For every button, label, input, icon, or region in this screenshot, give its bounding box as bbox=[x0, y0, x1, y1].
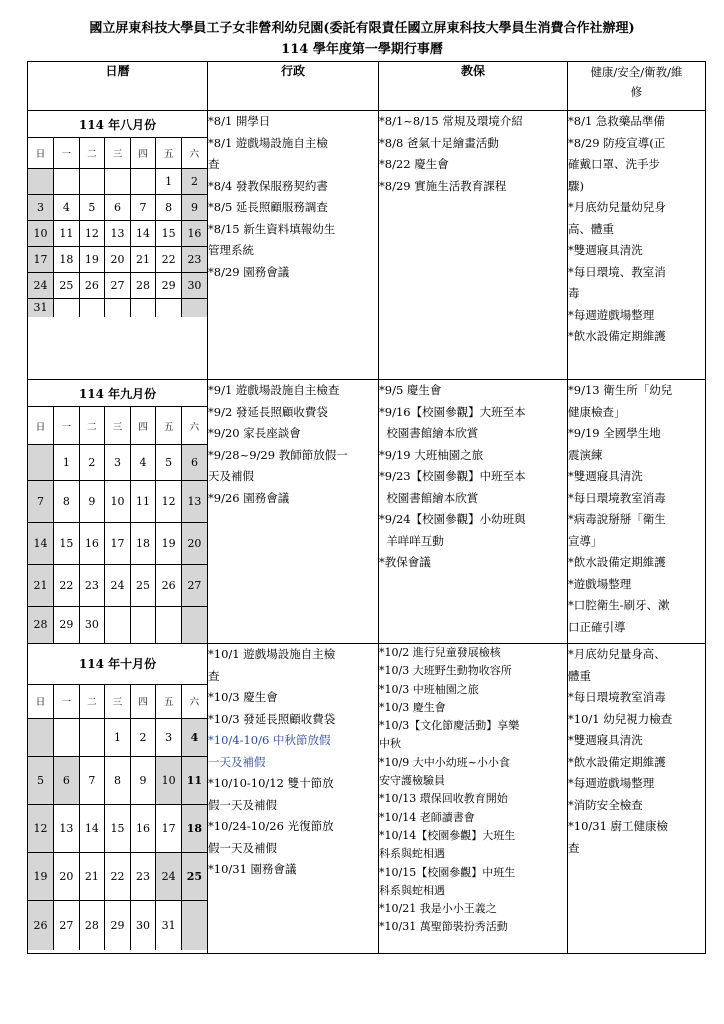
week-row bbox=[28, 247, 207, 273]
event-line: *月底幼兒量幼兒身 bbox=[568, 200, 666, 214]
day-cell: 11 bbox=[181, 756, 207, 804]
day-cell: 27 bbox=[54, 900, 80, 950]
day-cell: 30 bbox=[79, 607, 105, 643]
event-line: *飲水設備定期維護 bbox=[568, 754, 666, 769]
event-line: *9/16【校園參觀】大班至本 bbox=[379, 404, 526, 419]
calendar-cell-october bbox=[28, 644, 208, 954]
day-cell: 18 bbox=[181, 804, 207, 852]
event-line: *飲水設備定期維護 bbox=[568, 329, 666, 343]
day-cell bbox=[54, 718, 80, 756]
day-cell: 24 bbox=[105, 565, 131, 607]
event-line: *8/5 延長照顧服務調查 bbox=[208, 200, 328, 214]
event-line: *10/15【校園參觀】中班生 bbox=[379, 865, 516, 879]
event-line: *9/5 慶生會 bbox=[379, 383, 442, 397]
week-row bbox=[28, 523, 207, 565]
calendar-cell-september bbox=[28, 380, 208, 644]
weekday-header: 一 bbox=[54, 407, 80, 445]
day-cell: 13 bbox=[54, 804, 80, 852]
day-cell: 15 bbox=[54, 523, 80, 565]
day-cell: 17 bbox=[105, 523, 131, 565]
weekday-header: 六 bbox=[181, 138, 207, 169]
weekday-header: 一 bbox=[54, 684, 80, 718]
day-cell: 11 bbox=[54, 221, 80, 247]
day-cell: 4 bbox=[130, 445, 156, 481]
day-cell: 6 bbox=[54, 756, 80, 804]
event-line: *9/23【校園參觀】中班至本 bbox=[379, 469, 526, 483]
day-cell: 3 bbox=[105, 445, 131, 481]
day-cell: 5 bbox=[28, 756, 54, 804]
week-row bbox=[28, 273, 207, 299]
day-cell: 5 bbox=[79, 195, 105, 221]
event-line: *10/31 廚工健康檢 bbox=[568, 819, 669, 833]
day-cell: 15 bbox=[156, 221, 182, 247]
event-line: *9/24【校園參觀】小幼班與 bbox=[379, 512, 526, 526]
event-line: *10/31 萬聖節裝扮秀活動 bbox=[379, 920, 508, 934]
day-cell: 2 bbox=[181, 169, 207, 195]
edu-cell-september bbox=[379, 380, 568, 644]
event-line: *9/19 大班柚園之旅 bbox=[379, 447, 484, 462]
weekday-header: 三 bbox=[105, 407, 131, 445]
month-row-october bbox=[28, 644, 706, 954]
event-line: *8/29 實施生活教育課程 bbox=[379, 178, 507, 193]
event-line: *8/1 遊戲場設施自主檢 bbox=[208, 135, 328, 150]
event-line: *雙週寢具清洗 bbox=[568, 733, 643, 747]
day-cell: 8 bbox=[156, 195, 182, 221]
day-cell: 19 bbox=[156, 523, 182, 565]
day-cell: 12 bbox=[156, 481, 182, 523]
event-line: *9/20 家長座談會 bbox=[208, 426, 301, 440]
day-cell: 25 bbox=[54, 273, 80, 299]
day-cell: 18 bbox=[54, 247, 80, 273]
day-cell: 16 bbox=[130, 804, 156, 852]
day-cell: 23 bbox=[130, 852, 156, 900]
weekday-header: 六 bbox=[181, 684, 207, 718]
event-line: 體重 bbox=[568, 668, 591, 683]
event-line: *口腔衛生-刷牙、漱 bbox=[568, 598, 670, 612]
day-cell: 30 bbox=[181, 273, 207, 299]
edu-cell-october bbox=[379, 644, 568, 954]
event-line: *10/4-10/6 中秋節放假 bbox=[208, 733, 331, 747]
weekday-header: 二 bbox=[79, 138, 105, 169]
day-cell bbox=[79, 169, 105, 195]
month-calendar-october bbox=[28, 644, 207, 950]
document-subtitle: 114 學年度第一學期行事曆 bbox=[281, 42, 443, 57]
health-cell-august bbox=[568, 111, 706, 380]
weekday-header: 二 bbox=[79, 407, 105, 445]
event-line: *8/22 慶生會 bbox=[379, 157, 449, 171]
event-line: *8/29 防疫宣導(正 bbox=[568, 135, 666, 150]
day-cell: 9 bbox=[181, 195, 207, 221]
day-cell: 9 bbox=[79, 481, 105, 523]
day-cell: 6 bbox=[181, 445, 207, 481]
day-cell: 29 bbox=[156, 273, 182, 299]
weekday-header: 一 bbox=[54, 138, 80, 169]
day-cell: 25 bbox=[130, 565, 156, 607]
day-cell: 30 bbox=[130, 900, 156, 950]
event-line: *9/19 全國學生地 bbox=[568, 426, 661, 440]
day-cell: 10 bbox=[156, 756, 182, 804]
weekday-header: 五 bbox=[156, 684, 182, 718]
event-line: *雙週寢具清洗 bbox=[568, 469, 643, 483]
event-line: *10/14【校園參觀】大班生 bbox=[379, 828, 516, 842]
event-line: *9/26 園務會議 bbox=[208, 490, 290, 505]
event-line: 科系與蛇相遇 bbox=[379, 847, 445, 861]
event-line: *9/1 遊戲場設施自主檢查 bbox=[208, 383, 340, 397]
event-line: *9/28~9/29 教師節放假一 bbox=[208, 447, 348, 462]
event-line: *8/1~8/15 常規及環境介紹 bbox=[379, 114, 523, 128]
day-cell bbox=[79, 299, 105, 317]
event-line: 查 bbox=[208, 668, 220, 683]
header-calendar: 日曆 bbox=[28, 62, 208, 111]
day-cell: 23 bbox=[79, 565, 105, 607]
event-line: 毒 bbox=[568, 286, 580, 300]
event-line: *9/13 衛生所「幼兒 bbox=[568, 383, 673, 397]
month-calendar-september bbox=[28, 380, 207, 643]
day-cell: 8 bbox=[105, 756, 131, 804]
event-line: 校園書館繪本欣賞 bbox=[379, 426, 479, 440]
day-cell: 21 bbox=[28, 565, 54, 607]
event-line: *10/21 我是小小王義之 bbox=[379, 902, 497, 916]
week-row bbox=[28, 299, 207, 317]
day-cell bbox=[79, 718, 105, 756]
event-line: *8/15 新生資料填報幼生 bbox=[208, 221, 336, 236]
header-row bbox=[28, 62, 706, 111]
day-cell: 22 bbox=[156, 247, 182, 273]
document-title: 國立屏東科技大學員工子女非營利幼兒園(委託有限責任國立屏東科技大學員生消費合作社辦理) bbox=[89, 21, 635, 36]
week-row bbox=[28, 804, 207, 852]
day-cell: 23 bbox=[181, 247, 207, 273]
event-line: *雙週寢具清洗 bbox=[568, 243, 643, 257]
day-cell bbox=[130, 169, 156, 195]
day-cell: 25 bbox=[181, 852, 207, 900]
day-cell: 27 bbox=[105, 273, 131, 299]
event-line: *8/1 急救藥品準備 bbox=[568, 114, 665, 128]
day-cell: 20 bbox=[105, 247, 131, 273]
week-row bbox=[28, 169, 207, 195]
header-edu: 教保 bbox=[379, 62, 568, 111]
day-cell: 29 bbox=[105, 900, 131, 950]
event-line: *9/2 發延長照顧收費袋 bbox=[208, 404, 328, 419]
day-cell: 26 bbox=[79, 273, 105, 299]
weekday-header: 日 bbox=[28, 684, 54, 718]
day-cell bbox=[28, 169, 54, 195]
event-line: *月底幼兒量身高、 bbox=[568, 647, 666, 661]
weekday-header: 日 bbox=[28, 138, 54, 169]
day-cell: 13 bbox=[181, 481, 207, 523]
day-cell bbox=[181, 299, 207, 317]
event-line: *10/3 慶生會 bbox=[208, 690, 278, 704]
day-cell: 13 bbox=[105, 221, 131, 247]
day-cell: 24 bbox=[28, 273, 54, 299]
event-line: 震演練 bbox=[568, 447, 603, 462]
event-line: *8/1 開學日 bbox=[208, 114, 271, 128]
event-line: 天及補假 bbox=[208, 469, 254, 483]
event-line: 高、體重 bbox=[568, 221, 614, 236]
header-admin: 行政 bbox=[208, 62, 379, 111]
day-cell: 11 bbox=[130, 481, 156, 523]
month-title: 114 年十月份 bbox=[28, 644, 207, 684]
event-line: *10/3 大班野生動物收容所 bbox=[379, 664, 512, 678]
event-line: *每日環境教室消毒 bbox=[568, 490, 666, 505]
day-cell: 16 bbox=[79, 523, 105, 565]
week-row bbox=[28, 718, 207, 756]
month-title: 114 年九月份 bbox=[28, 380, 207, 407]
day-cell bbox=[156, 607, 182, 643]
day-cell: 12 bbox=[79, 221, 105, 247]
event-line: 科系與蛇相遇 bbox=[379, 883, 445, 897]
day-cell: 2 bbox=[130, 718, 156, 756]
event-line: *每日環境、教室消 bbox=[568, 264, 666, 279]
event-line: *10/2 進行兒童發展檢核 bbox=[379, 646, 501, 659]
event-line: *每週遊戲場整理 bbox=[568, 307, 655, 322]
event-line: 查 bbox=[208, 157, 220, 171]
month-row-september bbox=[28, 380, 706, 644]
day-cell bbox=[54, 169, 80, 195]
day-cell: 29 bbox=[54, 607, 80, 643]
day-cell: 1 bbox=[105, 718, 131, 756]
event-line: *消防安全檢查 bbox=[568, 797, 643, 812]
calendar-cell-august bbox=[28, 111, 208, 380]
health-cell-october bbox=[568, 644, 706, 954]
day-cell: 2 bbox=[79, 445, 105, 481]
event-line: *每日環境教室消毒 bbox=[568, 690, 666, 704]
weekday-header: 日 bbox=[28, 407, 54, 445]
day-cell: 3 bbox=[28, 195, 54, 221]
event-line: 管理系統 bbox=[208, 243, 254, 257]
week-row bbox=[28, 852, 207, 900]
day-cell: 1 bbox=[54, 445, 80, 481]
event-line: 確戴口罩、洗手步 bbox=[568, 157, 660, 171]
week-row bbox=[28, 481, 207, 523]
week-row bbox=[28, 195, 207, 221]
event-line: 羊咩咩互動 bbox=[379, 533, 444, 548]
event-line: 健康檢查」 bbox=[568, 404, 626, 419]
event-line: 假一天及補假 bbox=[208, 840, 277, 855]
event-line: *8/8 爸氣十足繪畫活動 bbox=[379, 135, 499, 150]
day-cell: 4 bbox=[54, 195, 80, 221]
day-cell: 7 bbox=[79, 756, 105, 804]
day-cell: 7 bbox=[28, 481, 54, 523]
day-cell bbox=[28, 718, 54, 756]
month-title: 114 年八月份 bbox=[28, 111, 207, 138]
week-row bbox=[28, 445, 207, 481]
day-cell: 18 bbox=[130, 523, 156, 565]
day-cell: 7 bbox=[130, 195, 156, 221]
event-line: *10/3【文化節慶活動】享樂 bbox=[379, 719, 520, 733]
event-line: *8/29 園務會議 bbox=[208, 264, 290, 279]
event-line: *10/24-10/26 光復節放 bbox=[208, 819, 334, 833]
weekday-header: 三 bbox=[105, 684, 131, 718]
month-calendar-august bbox=[28, 111, 207, 317]
day-cell: 24 bbox=[156, 852, 182, 900]
weekday-header: 六 bbox=[181, 407, 207, 445]
day-cell: 17 bbox=[28, 247, 54, 273]
day-cell: 26 bbox=[156, 565, 182, 607]
event-line: *10/1 幼兒視力檢查 bbox=[568, 711, 673, 726]
health-cell-september bbox=[568, 380, 706, 644]
day-cell bbox=[130, 299, 156, 317]
day-cell bbox=[28, 445, 54, 481]
day-cell: 3 bbox=[156, 718, 182, 756]
event-line: *10/10-10/12 雙十節放 bbox=[208, 776, 334, 790]
day-cell: 5 bbox=[156, 445, 182, 481]
event-line: *10/1 遊戲場設施自主檢 bbox=[208, 647, 336, 661]
week-row bbox=[28, 756, 207, 804]
event-line: 口正確引導 bbox=[568, 619, 626, 634]
event-line: *10/3 發延長照顧收費袋 bbox=[208, 711, 336, 726]
event-line: 校園書館繪本欣賞 bbox=[379, 490, 479, 505]
day-cell: 21 bbox=[79, 852, 105, 900]
weekday-header: 四 bbox=[130, 407, 156, 445]
day-cell: 14 bbox=[28, 523, 54, 565]
day-cell: 14 bbox=[79, 804, 105, 852]
week-row bbox=[28, 607, 207, 643]
day-cell: 10 bbox=[105, 481, 131, 523]
weekday-header: 三 bbox=[105, 138, 131, 169]
day-cell: 28 bbox=[130, 273, 156, 299]
admin-cell-august bbox=[208, 111, 379, 380]
day-cell: 27 bbox=[181, 565, 207, 607]
day-cell: 15 bbox=[105, 804, 131, 852]
event-line: 宣導」 bbox=[568, 533, 603, 548]
day-cell: 19 bbox=[79, 247, 105, 273]
event-line: *飲水設備定期維護 bbox=[568, 555, 666, 569]
event-line: *10/3 慶生會 bbox=[379, 700, 446, 714]
day-cell: 21 bbox=[130, 247, 156, 273]
day-cell bbox=[181, 607, 207, 643]
event-line: *病毒說掰掰「衛生 bbox=[568, 512, 666, 526]
week-row bbox=[28, 565, 207, 607]
day-cell: 22 bbox=[54, 565, 80, 607]
weekday-header: 四 bbox=[130, 684, 156, 718]
admin-cell-september bbox=[208, 380, 379, 644]
day-cell: 17 bbox=[156, 804, 182, 852]
day-cell bbox=[105, 169, 131, 195]
event-line: 安守護檢驗員 bbox=[379, 774, 445, 788]
event-line: 一天及補假 bbox=[208, 754, 266, 769]
event-line: 中秋 bbox=[379, 737, 401, 751]
event-line: *每週遊戲場整理 bbox=[568, 776, 655, 790]
day-cell: 10 bbox=[28, 221, 54, 247]
weekday-header: 二 bbox=[79, 684, 105, 718]
day-cell bbox=[105, 299, 131, 317]
calendar-table bbox=[27, 61, 706, 954]
day-cell: 26 bbox=[28, 900, 54, 950]
day-cell bbox=[181, 900, 207, 950]
day-cell: 4 bbox=[181, 718, 207, 756]
day-cell bbox=[130, 607, 156, 643]
header-health: 健康/安全/衛教/維 修 bbox=[568, 62, 706, 111]
day-cell: 1 bbox=[156, 169, 182, 195]
day-cell bbox=[105, 607, 131, 643]
month-row-august bbox=[28, 111, 706, 380]
day-cell: 28 bbox=[79, 900, 105, 950]
day-cell: 6 bbox=[105, 195, 131, 221]
day-cell: 28 bbox=[28, 607, 54, 643]
event-line: *10/13 環保回收教育開始 bbox=[379, 792, 508, 806]
day-cell: 19 bbox=[28, 852, 54, 900]
weekday-header: 五 bbox=[156, 138, 182, 169]
day-cell: 16 bbox=[181, 221, 207, 247]
weekday-header: 四 bbox=[130, 138, 156, 169]
event-line: 驟) bbox=[568, 178, 584, 193]
edu-cell-august bbox=[379, 111, 568, 380]
event-line: 假一天及補假 bbox=[208, 797, 277, 812]
day-cell bbox=[54, 299, 80, 317]
event-line: *教保會議 bbox=[379, 555, 431, 569]
event-line: *10/14 老師讀書會 bbox=[379, 810, 475, 824]
day-cell: 31 bbox=[156, 900, 182, 950]
weekday-header: 五 bbox=[156, 407, 182, 445]
event-line: *10/9 大中小幼班~小小食 bbox=[379, 755, 510, 769]
day-cell: 31 bbox=[28, 299, 54, 317]
day-cell: 12 bbox=[28, 804, 54, 852]
day-cell: 20 bbox=[181, 523, 207, 565]
week-row bbox=[28, 900, 207, 950]
day-cell: 8 bbox=[54, 481, 80, 523]
admin-cell-october bbox=[208, 644, 379, 954]
event-line: *10/3 中班柚園之旅 bbox=[379, 682, 479, 696]
event-line: 查 bbox=[568, 840, 580, 855]
day-cell: 22 bbox=[105, 852, 131, 900]
event-line: *10/31 園務會議 bbox=[208, 862, 297, 876]
event-line: *遊戲場整理 bbox=[568, 576, 632, 591]
week-row bbox=[28, 221, 207, 247]
day-cell bbox=[156, 299, 182, 317]
day-cell: 14 bbox=[130, 221, 156, 247]
day-cell: 20 bbox=[54, 852, 80, 900]
day-cell: 9 bbox=[130, 756, 156, 804]
event-line: *8/4 發教保服務契約書 bbox=[208, 178, 328, 193]
